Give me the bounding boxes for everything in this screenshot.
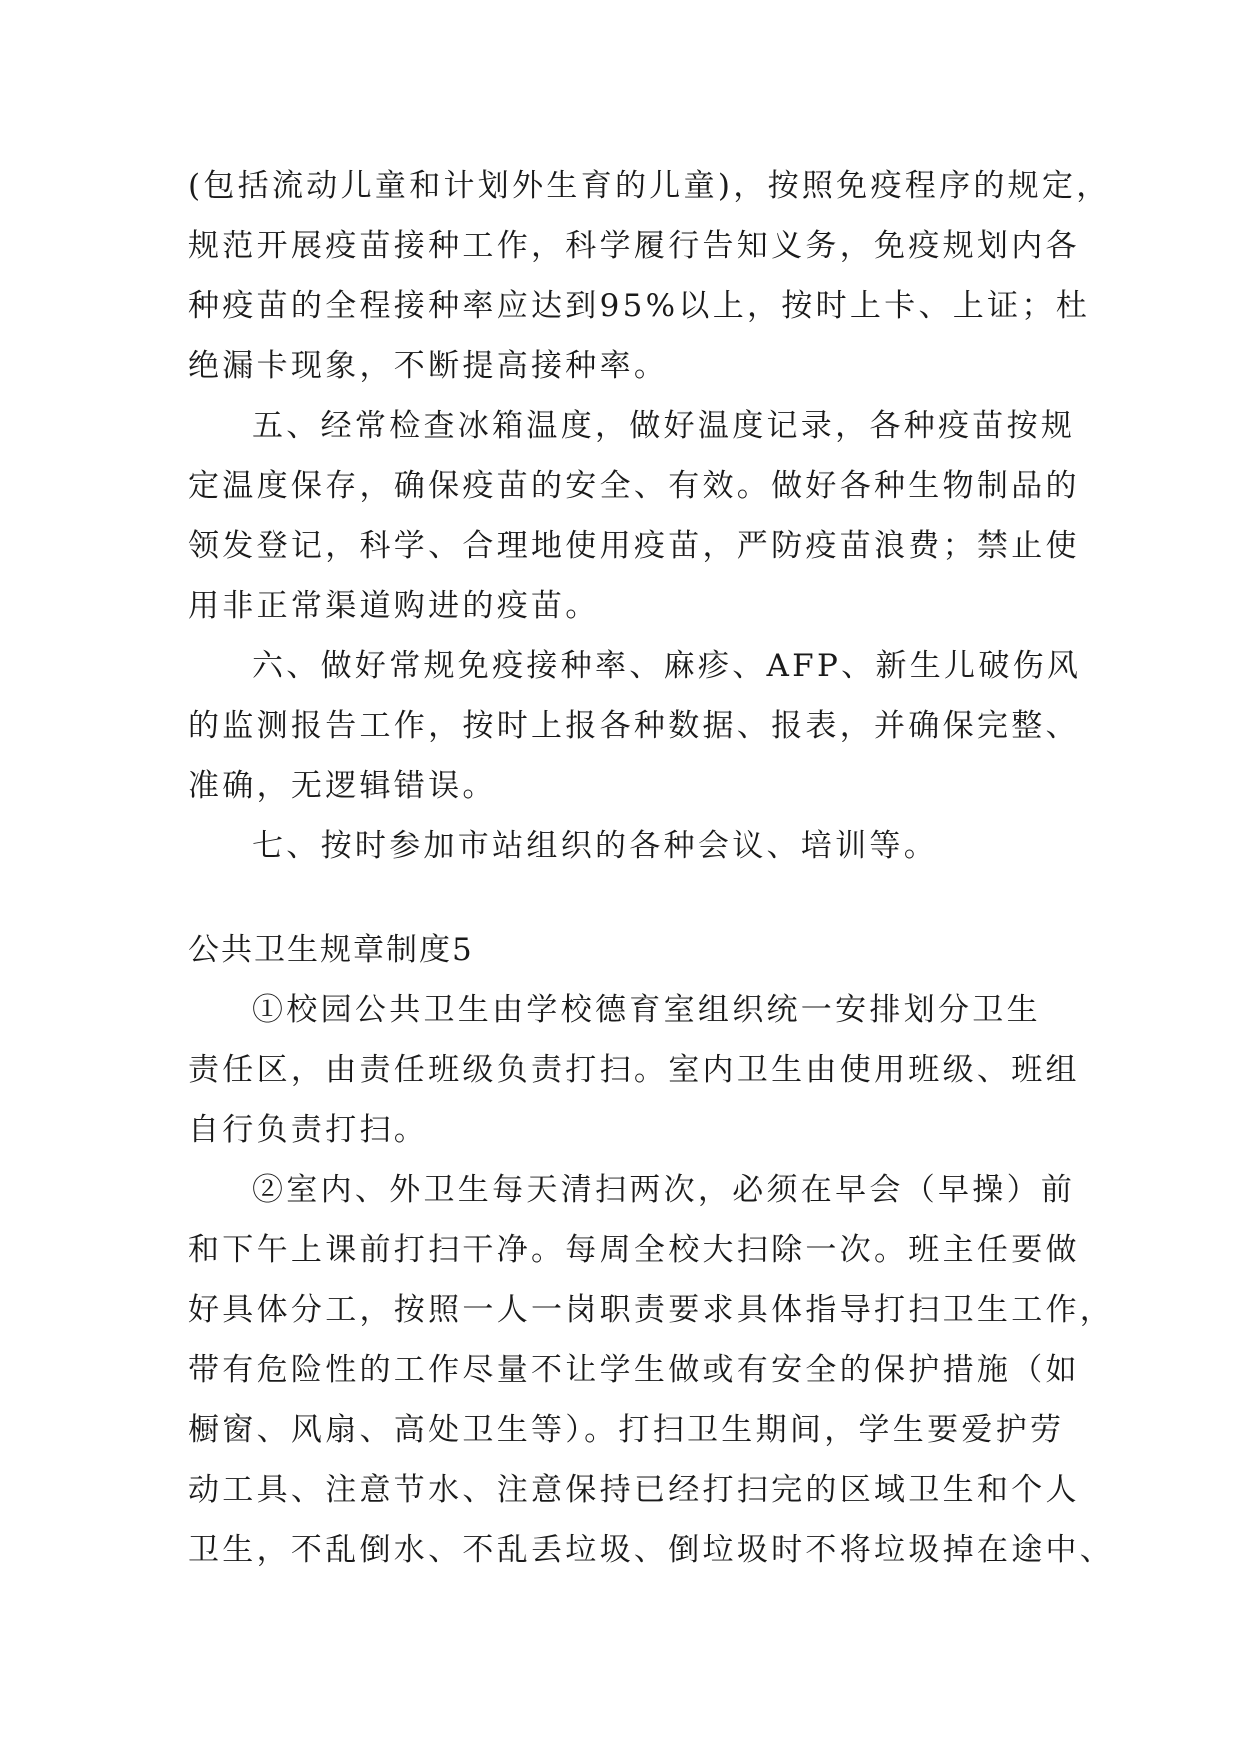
text-line: 和下午上课前打扫干净。每周全校大扫除一次。班主任要做 xyxy=(188,1232,1080,1268)
text-line: 的监测报告工作，按时上报各种数据、报表，并确保完整、 xyxy=(188,708,1080,744)
item-2-start: ②室内、外卫生每天清扫两次，必须在早会（早操）前 xyxy=(252,1172,1076,1208)
text-line: 动工具、注意节水、注意保持已经打扫完的区域卫生和个人 xyxy=(188,1472,1080,1508)
text-line: 卫生，不乱倒水、不乱丢垃圾、倒垃圾时不将垃圾掉在途中、 xyxy=(188,1532,1115,1568)
text-line: 责任区，由责任班级负责打扫。室内卫生由使用班级、班组 xyxy=(188,1052,1080,1088)
text-line: 用非正常渠道购进的疫苗。 xyxy=(188,588,600,624)
text-line: 领发登记，科学、合理地使用疫苗，严防疫苗浪费；禁止使 xyxy=(188,528,1080,564)
text-line: 绝漏卡现象，不断提高接种率。 xyxy=(188,348,669,384)
text-line: 规范开展疫苗接种工作，科学履行告知义务，免疫规划内各 xyxy=(188,228,1080,264)
text-line: 定温度保存，确保疫苗的安全、有效。做好各种生物制品的 xyxy=(188,468,1080,504)
section-heading: 公共卫生规章制度5 xyxy=(188,932,474,968)
text-line: (包括流动儿童和计划外生育的儿童)，按照免疫程序的规定， xyxy=(188,168,1111,204)
text-line: 带有危险性的工作尽量不让学生做或有安全的保护措施（如 xyxy=(188,1352,1080,1388)
text-line: 橱窗、风扇、高处卫生等）。打扫卫生期间，学生要爱护劳 xyxy=(188,1412,1065,1448)
paragraph-7-start: 七、按时参加市站组织的各种会议、培训等。 xyxy=(252,828,938,864)
item-1-start: ①校园公共卫生由学校德育室组织统一安排划分卫生 xyxy=(252,992,1041,1028)
text-line: 准确，无逻辑错误。 xyxy=(188,768,497,804)
text-line: 好具体分工，按照一人一岗职责要求具体指导打扫卫生工作， xyxy=(188,1292,1115,1328)
text-line: 种疫苗的全程接种率应达到95%以上，按时上卡、上证；杜 xyxy=(188,288,1090,324)
text-line: 自行负责打扫。 xyxy=(188,1112,429,1148)
paragraph-6-start: 六、做好常规免疫接种率、麻疹、AFP、新生儿破伤风 xyxy=(252,648,1082,684)
paragraph-5-start: 五、经常检查冰箱温度，做好温度记录，各种疫苗按规 xyxy=(252,408,1076,444)
